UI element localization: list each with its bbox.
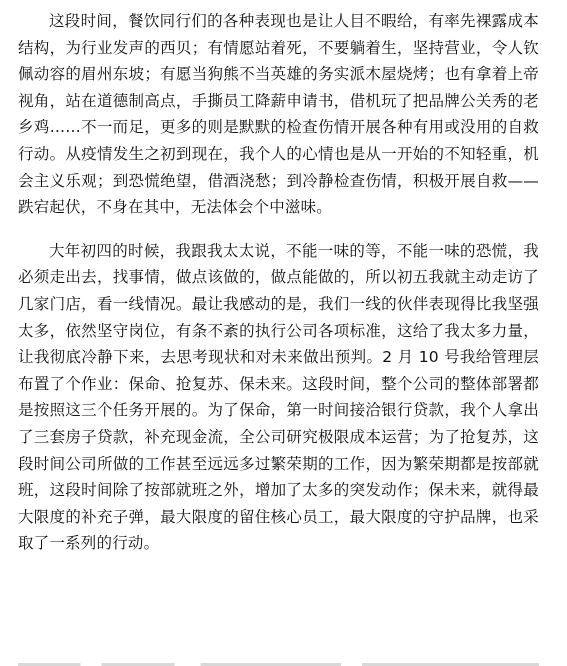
article-paragraph-1: 这段时间，餐饮同行们的各种表现也是让人目不暇给，有率先裸露成本结构，为行业发声的西贝；有情愿站着死，不要躺着生，坚持营业，令人钦佩动容的眉州东坡；有愿当狗熊不当英雄的务实派木屋烧烤；也有拿着上帝视角，站在道德制高点，手撕员工降薪申请书，借机玩了把品牌公关秀的老乡鸡……不一而足，更多的则是默默的检查伤情开展各种有用或没用的自救行动。从疫情发生之初到现在，我个人的心情也是从一开始的不知轻重，机会主义乐观；到恐慌绝望，借酒浇愁；到冷静检查伤情，积极开展自救——跌宕起伏，不身在其中，无法体会个中滋味。	[18, 12, 539, 217]
article-paragraph-2: 大年初四的时候，我跟我太太说，不能一味的等，不能一味的恐慌，我必须走出去，找事情，做点该做的，做点能做的，所以初五我就主动走访了几家门店，看一线情况。最让我感动的是，我们一线的伙伴表现得比我坚强太多，依然坚守岗位，有条不紊的执行公司各项标准，这给了我太多力量，让我彻底冷静下来，去思考现状和对未来做出预判。2 月 10 号我给管理层布置了个作业：保命、抢复苏、保未来。这段时间，整个公司的整体部署都是按照这三个任务开展的。为了保命，第一时间接洽银行贷款，我个人拿出了三套房子贷款，补充现金流，全公司研究极限成本运营；为了抢复苏，这段时间公司所做的工作甚至远远多过繁荣期的工作，因为繁荣期都是按部就班，这段时间除了按部就班之外，增加了太多的突发动作；保未来，就得最大限度的补充子弹，最大限度的留住核心员工，最大限度的守护品牌，也采取了一系列的行动。	[18, 241, 539, 553]
